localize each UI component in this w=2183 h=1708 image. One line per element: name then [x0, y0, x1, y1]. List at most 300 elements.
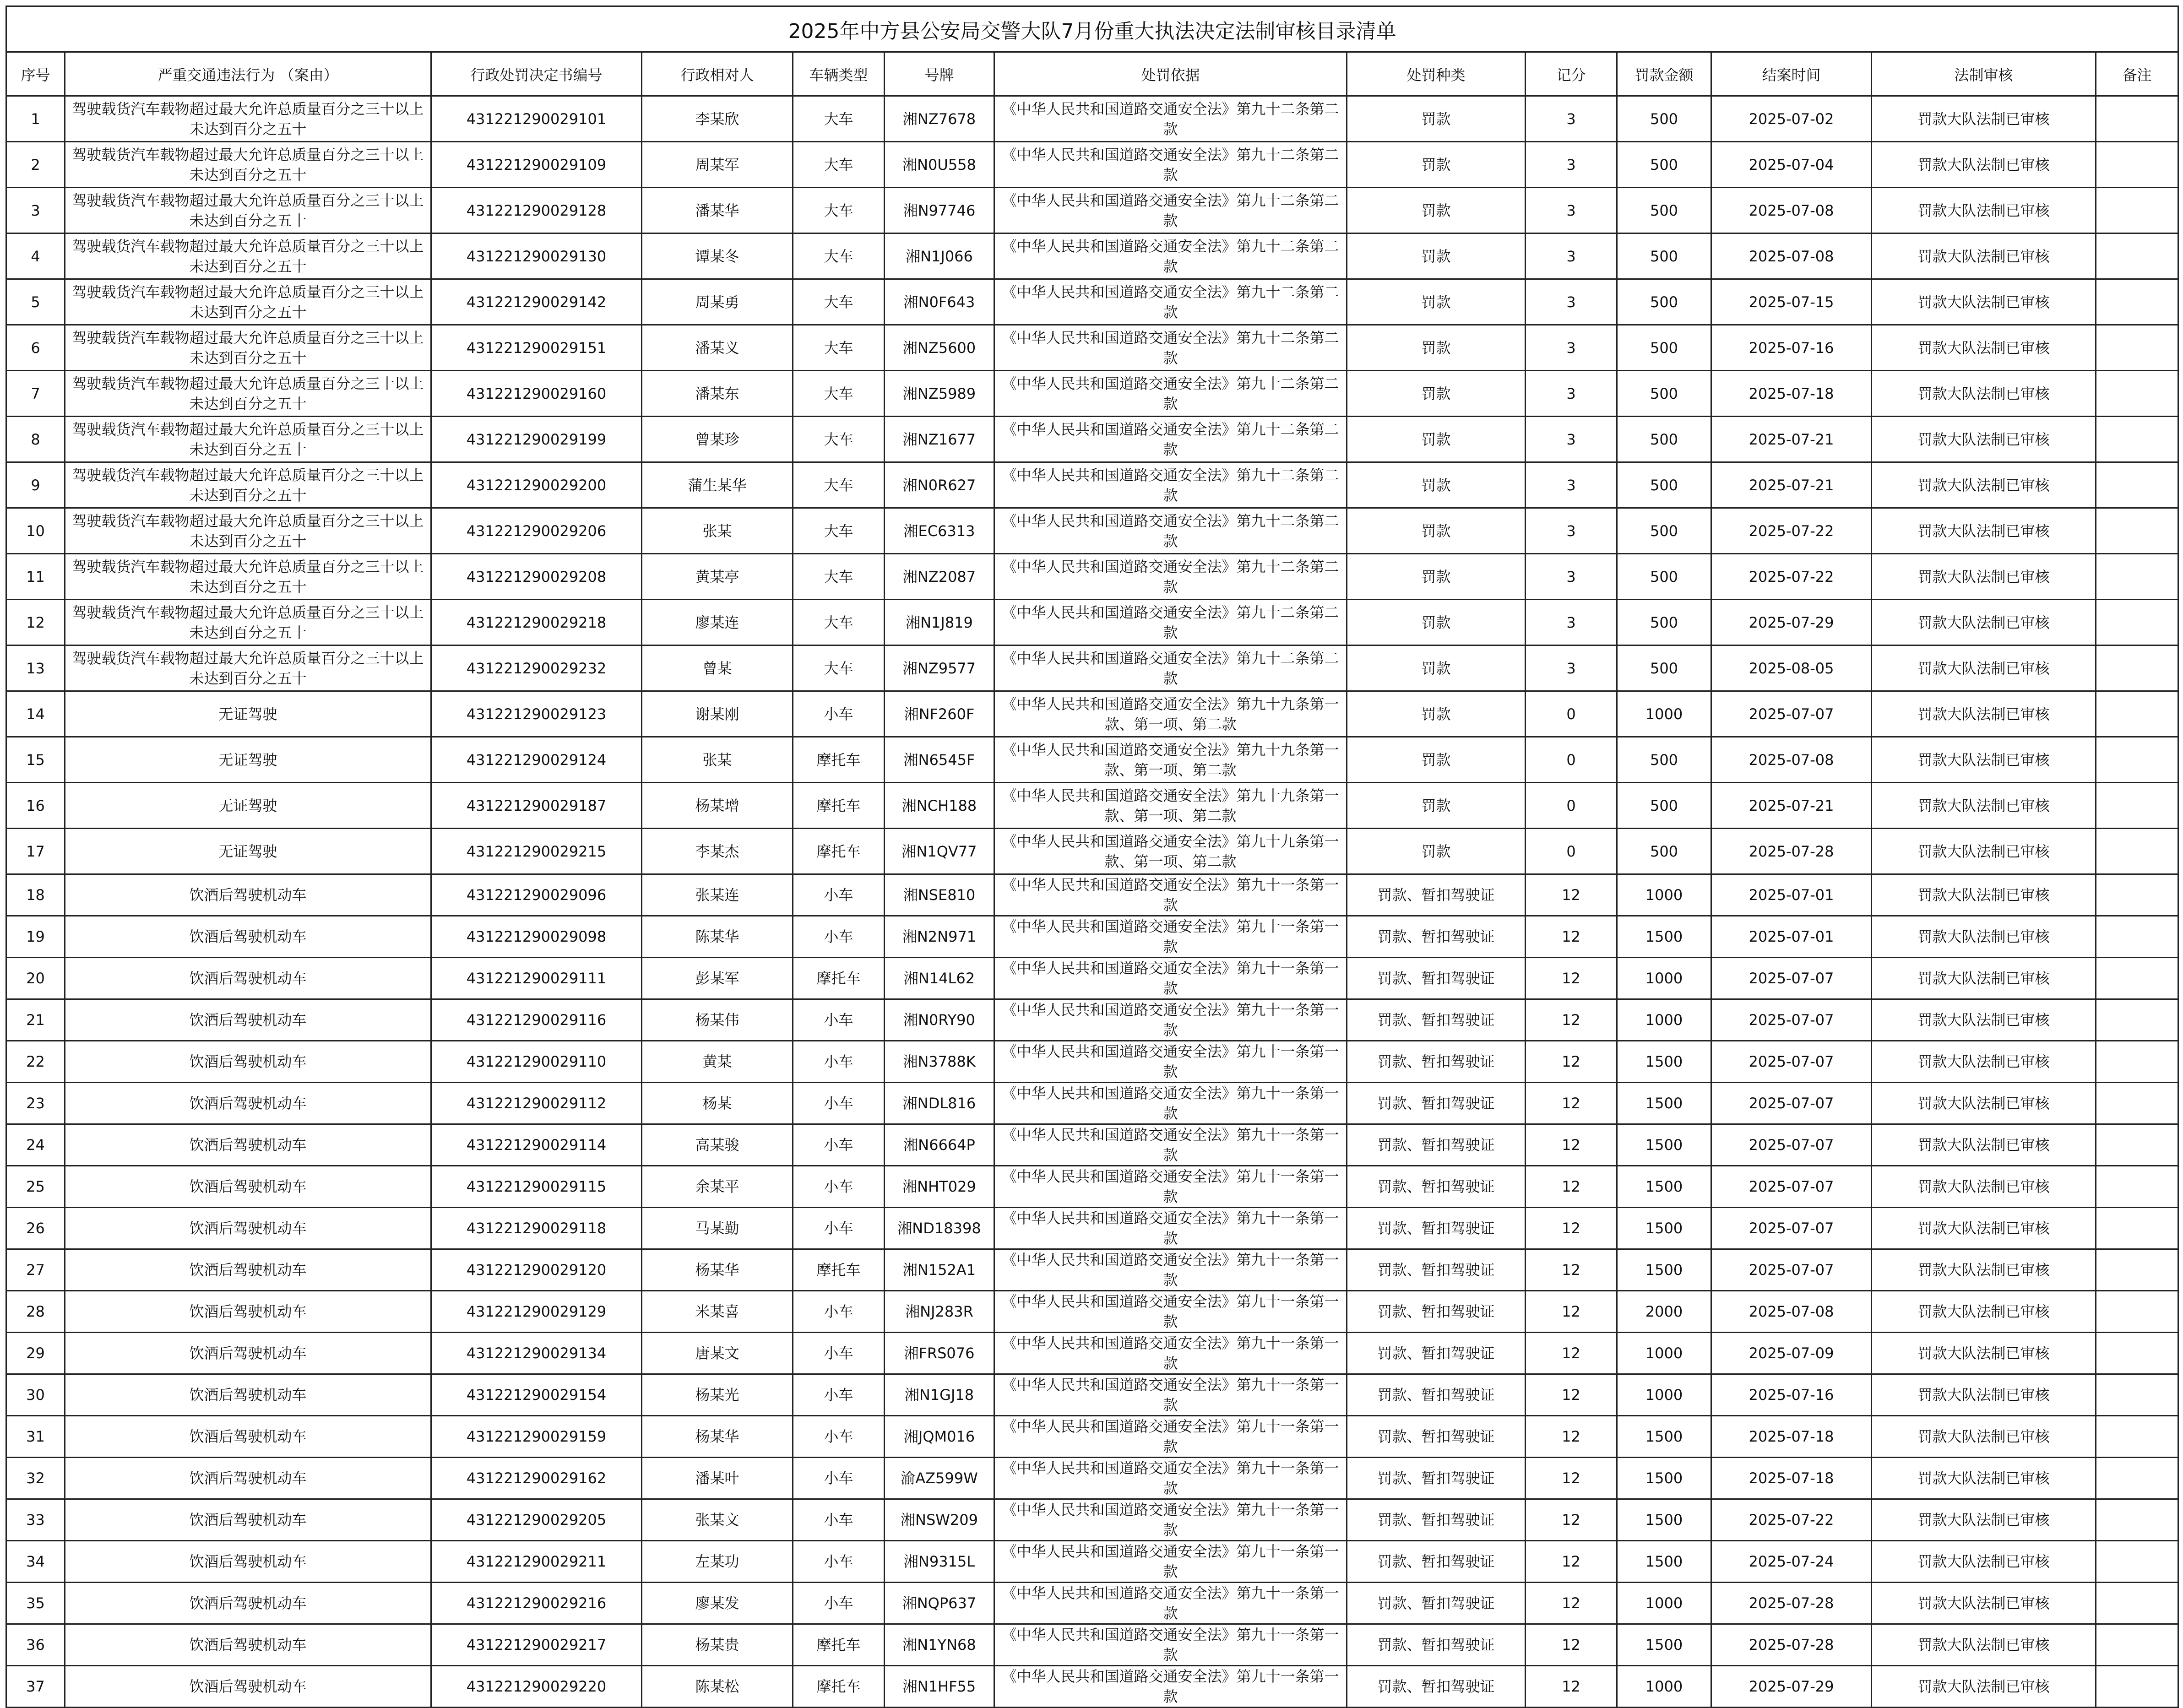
- closing-date-cell: 2025-07-07: [1711, 1041, 1872, 1083]
- legal-review-cell: 罚款大队法制已审核: [1872, 279, 2096, 325]
- decision-number-cell: 431221290029160: [431, 371, 642, 417]
- legal-basis-cell: 《中华人民共和国道路交通安全法》第九十一条第一款: [994, 1333, 1347, 1374]
- penalty-type-cell: 罚款: [1347, 142, 1526, 188]
- closing-date-cell: 2025-07-24: [1711, 1541, 1872, 1583]
- vehicle-type-cell: 大车: [793, 96, 885, 142]
- row-number-cell: 11: [6, 554, 65, 600]
- fine-amount-cell: 500: [1617, 371, 1711, 417]
- violation-cause-cell: 饮酒后驾驶机动车: [65, 1124, 431, 1166]
- row-number-cell: 7: [6, 371, 65, 417]
- violation-cause-cell: 饮酒后驾驶机动车: [65, 1416, 431, 1458]
- remark-cell: [2096, 1458, 2178, 1499]
- closing-date-cell: 2025-07-22: [1711, 508, 1872, 554]
- row-number-cell: 9: [6, 462, 65, 508]
- penalty-type-cell: 罚款、暂扣驾驶证: [1347, 874, 1526, 916]
- remark-cell: [2096, 462, 2178, 508]
- decision-number-cell: 431221290029162: [431, 1458, 642, 1499]
- row-number-cell: 36: [6, 1624, 65, 1666]
- legal-review-cell: 罚款大队法制已审核: [1872, 1041, 2096, 1083]
- legal-review-cell: 罚款大队法制已审核: [1872, 1416, 2096, 1458]
- row-number-cell: 27: [6, 1249, 65, 1291]
- closing-date-cell: 2025-07-07: [1711, 691, 1872, 737]
- vehicle-type-cell: 大车: [793, 417, 885, 462]
- closing-date-cell: 2025-07-28: [1711, 1583, 1872, 1624]
- violation-cause-cell: 驾驶载货汽车载物超过最大允许总质量百分之三十以上未达到百分之五十: [65, 279, 431, 325]
- points-cell: 3: [1526, 417, 1617, 462]
- legal-review-cell: 罚款大队法制已审核: [1872, 645, 2096, 691]
- vehicle-type-cell: 大车: [793, 142, 885, 188]
- plate-number-cell: 湘NZ5600: [885, 325, 994, 371]
- legal-review-cell: 罚款大队法制已审核: [1872, 417, 2096, 462]
- remark-cell: [2096, 1041, 2178, 1083]
- penalty-type-cell: 罚款、暂扣驾驶证: [1347, 1124, 1526, 1166]
- row-number-cell: 26: [6, 1208, 65, 1249]
- plate-number-cell: 湘N0RY90: [885, 999, 994, 1041]
- row-number-cell: 35: [6, 1583, 65, 1624]
- table-row: [6, 371, 2178, 417]
- violation-cause-cell: 饮酒后驾驶机动车: [65, 1291, 431, 1333]
- remark-cell: [2096, 1083, 2178, 1124]
- fine-amount-cell: 500: [1617, 142, 1711, 188]
- legal-review-cell: 罚款大队法制已审核: [1872, 462, 2096, 508]
- decision-number-cell: 431221290029215: [431, 829, 642, 874]
- legal-basis-cell: 《中华人民共和国道路交通安全法》第九十二条第二款: [994, 371, 1347, 417]
- fine-amount-cell: 1500: [1617, 1124, 1711, 1166]
- decision-number-cell: 431221290029218: [431, 600, 642, 645]
- table-row: [6, 1499, 2178, 1541]
- decision-number-cell: 431221290029109: [431, 142, 642, 188]
- fine-amount-cell: 1000: [1617, 874, 1711, 916]
- plate-number-cell: 湘N1QV77: [885, 829, 994, 874]
- fine-amount-cell: 500: [1617, 96, 1711, 142]
- penalty-type-cell: 罚款、暂扣驾驶证: [1347, 1416, 1526, 1458]
- penalty-type-cell: 罚款: [1347, 737, 1526, 783]
- fine-amount-cell: 1500: [1617, 1083, 1711, 1124]
- vehicle-type-cell: 小车: [793, 1208, 885, 1249]
- plate-number-cell: 湘NZ5989: [885, 371, 994, 417]
- plate-number-cell: 湘N152A1: [885, 1249, 994, 1291]
- violation-cause-cell: 无证驾驶: [65, 783, 431, 829]
- row-number-cell: 12: [6, 600, 65, 645]
- penalty-type-cell: 罚款: [1347, 600, 1526, 645]
- violation-cause-cell: 饮酒后驾驶机动车: [65, 1041, 431, 1083]
- fine-amount-cell: 1500: [1617, 1041, 1711, 1083]
- remark-cell: [2096, 600, 2178, 645]
- legal-review-cell: 罚款大队法制已审核: [1872, 916, 2096, 958]
- fine-amount-cell: 2000: [1617, 1291, 1711, 1333]
- party-name-cell: 彭某军: [642, 958, 793, 999]
- party-name-cell: 唐某文: [642, 1333, 793, 1374]
- row-number-cell: 34: [6, 1541, 65, 1583]
- penalty-type-cell: 罚款: [1347, 96, 1526, 142]
- table-row: [6, 645, 2178, 691]
- decision-number-cell: 431221290029159: [431, 1416, 642, 1458]
- table-row: [6, 958, 2178, 999]
- row-number-cell: 3: [6, 188, 65, 233]
- vehicle-type-cell: 摩托车: [793, 829, 885, 874]
- legal-basis-cell: 《中华人民共和国道路交通安全法》第九十九条第一款、第一项、第二款: [994, 737, 1347, 783]
- plate-number-cell: 湘NJ283R: [885, 1291, 994, 1333]
- table-row: [6, 737, 2178, 783]
- decision-number-cell: 431221290029142: [431, 279, 642, 325]
- violation-cause-cell: 驾驶载货汽车载物超过最大允许总质量百分之三十以上未达到百分之五十: [65, 142, 431, 188]
- violation-cause-cell: 饮酒后驾驶机动车: [65, 874, 431, 916]
- legal-basis-cell: 《中华人民共和国道路交通安全法》第九十九条第一款、第一项、第二款: [994, 829, 1347, 874]
- legal-basis-cell: 《中华人民共和国道路交通安全法》第九十一条第一款: [994, 1083, 1347, 1124]
- closing-date-cell: 2025-07-08: [1711, 233, 1872, 279]
- penalty-type-cell: 罚款、暂扣驾驶证: [1347, 1624, 1526, 1666]
- legal-review-cell: 罚款大队法制已审核: [1872, 1624, 2096, 1666]
- party-name-cell: 廖某连: [642, 600, 793, 645]
- points-cell: 3: [1526, 600, 1617, 645]
- remark-cell: [2096, 1166, 2178, 1208]
- legal-basis-cell: 《中华人民共和国道路交通安全法》第九十一条第一款: [994, 958, 1347, 999]
- decision-number-cell: 431221290029206: [431, 508, 642, 554]
- plate-number-cell: 湘N1J819: [885, 600, 994, 645]
- closing-date-cell: 2025-07-08: [1711, 188, 1872, 233]
- closing-date-cell: 2025-07-02: [1711, 96, 1872, 142]
- party-name-cell: 潘某叶: [642, 1458, 793, 1499]
- table-row: [6, 916, 2178, 958]
- penalty-type-cell: 罚款、暂扣驾驶证: [1347, 1333, 1526, 1374]
- legal-review-cell: 罚款大队法制已审核: [1872, 1166, 2096, 1208]
- decision-number-cell: 431221290029208: [431, 554, 642, 600]
- column-header: 严重交通违法行为 （案由）: [65, 52, 431, 96]
- fine-amount-cell: 1500: [1617, 1499, 1711, 1541]
- violation-cause-cell: 饮酒后驾驶机动车: [65, 1624, 431, 1666]
- plate-number-cell: 湘NQP637: [885, 1583, 994, 1624]
- violation-cause-cell: 无证驾驶: [65, 829, 431, 874]
- decision-number-cell: 431221290029115: [431, 1166, 642, 1208]
- points-cell: 0: [1526, 737, 1617, 783]
- legal-review-cell: 罚款大队法制已审核: [1872, 554, 2096, 600]
- legal-review-cell: 罚款大队法制已审核: [1872, 829, 2096, 874]
- decision-number-cell: 431221290029096: [431, 874, 642, 916]
- column-header: 处罚种类: [1347, 52, 1526, 96]
- violation-cause-cell: 驾驶载货汽车载物超过最大允许总质量百分之三十以上未达到百分之五十: [65, 188, 431, 233]
- plate-number-cell: 湘NCH188: [885, 783, 994, 829]
- fine-amount-cell: 500: [1617, 783, 1711, 829]
- points-cell: 3: [1526, 462, 1617, 508]
- vehicle-type-cell: 摩托车: [793, 1624, 885, 1666]
- legal-review-cell: 罚款大队法制已审核: [1872, 1374, 2096, 1416]
- plate-number-cell: 湘N1GJ18: [885, 1374, 994, 1416]
- violation-cause-cell: 饮酒后驾驶机动车: [65, 1333, 431, 1374]
- remark-cell: [2096, 783, 2178, 829]
- legal-basis-cell: 《中华人民共和国道路交通安全法》第九十二条第二款: [994, 462, 1347, 508]
- party-name-cell: 左某功: [642, 1541, 793, 1583]
- row-number-cell: 24: [6, 1124, 65, 1166]
- legal-review-cell: 罚款大队法制已审核: [1872, 1458, 2096, 1499]
- points-cell: 12: [1526, 958, 1617, 999]
- row-number-cell: 33: [6, 1499, 65, 1541]
- party-name-cell: 周某勇: [642, 279, 793, 325]
- column-header: 法制审核: [1872, 52, 2096, 96]
- legal-basis-cell: 《中华人民共和国道路交通安全法》第九十二条第二款: [994, 233, 1347, 279]
- penalty-type-cell: 罚款、暂扣驾驶证: [1347, 1666, 1526, 1708]
- decision-number-cell: 431221290029211: [431, 1541, 642, 1583]
- legal-review-cell: 罚款大队法制已审核: [1872, 958, 2096, 999]
- closing-date-cell: 2025-07-07: [1711, 958, 1872, 999]
- decision-number-cell: 431221290029151: [431, 325, 642, 371]
- row-number-cell: 29: [6, 1333, 65, 1374]
- vehicle-type-cell: 小车: [793, 1583, 885, 1624]
- vehicle-type-cell: 大车: [793, 645, 885, 691]
- points-cell: 3: [1526, 279, 1617, 325]
- legal-basis-cell: 《中华人民共和国道路交通安全法》第九十九条第一款、第一项、第二款: [994, 783, 1347, 829]
- fine-amount-cell: 500: [1617, 325, 1711, 371]
- table-row: [6, 508, 2178, 554]
- party-name-cell: 廖某发: [642, 1583, 793, 1624]
- penalty-type-cell: 罚款、暂扣驾驶证: [1347, 999, 1526, 1041]
- legal-review-cell: 罚款大队法制已审核: [1872, 737, 2096, 783]
- decision-number-cell: 431221290029124: [431, 737, 642, 783]
- points-cell: 3: [1526, 325, 1617, 371]
- penalty-type-cell: 罚款: [1347, 508, 1526, 554]
- violation-cause-cell: 饮酒后驾驶机动车: [65, 1666, 431, 1708]
- legal-basis-cell: 《中华人民共和国道路交通安全法》第九十一条第一款: [994, 1041, 1347, 1083]
- legal-review-cell: 罚款大队法制已审核: [1872, 874, 2096, 916]
- legal-review-cell: 罚款大队法制已审核: [1872, 1208, 2096, 1249]
- remark-cell: [2096, 1499, 2178, 1541]
- fine-amount-cell: 1500: [1617, 1541, 1711, 1583]
- penalty-type-cell: 罚款: [1347, 233, 1526, 279]
- legal-basis-cell: 《中华人民共和国道路交通安全法》第九十一条第一款: [994, 1416, 1347, 1458]
- party-name-cell: 杨某华: [642, 1416, 793, 1458]
- remark-cell: [2096, 1208, 2178, 1249]
- row-number-cell: 4: [6, 233, 65, 279]
- legal-review-cell: 罚款大队法制已审核: [1872, 1333, 2096, 1374]
- points-cell: 12: [1526, 999, 1617, 1041]
- legal-basis-cell: 《中华人民共和国道路交通安全法》第九十二条第二款: [994, 508, 1347, 554]
- penalty-type-cell: 罚款: [1347, 325, 1526, 371]
- violation-cause-cell: 驾驶载货汽车载物超过最大允许总质量百分之三十以上未达到百分之五十: [65, 645, 431, 691]
- decision-number-cell: 431221290029116: [431, 999, 642, 1041]
- table-row: [6, 279, 2178, 325]
- table-row: [6, 1624, 2178, 1666]
- party-name-cell: 潘某华: [642, 188, 793, 233]
- fine-amount-cell: 1000: [1617, 1583, 1711, 1624]
- legal-review-cell: 罚款大队法制已审核: [1872, 1249, 2096, 1291]
- vehicle-type-cell: 大车: [793, 233, 885, 279]
- plate-number-cell: 湘EC6313: [885, 508, 994, 554]
- column-header: 行政处罚决定书编号: [431, 52, 642, 96]
- violation-cause-cell: 驾驶载货汽车载物超过最大允许总质量百分之三十以上未达到百分之五十: [65, 462, 431, 508]
- column-header: 号牌: [885, 52, 994, 96]
- closing-date-cell: 2025-07-22: [1711, 554, 1872, 600]
- violation-cause-cell: 驾驶载货汽车载物超过最大允许总质量百分之三十以上未达到百分之五十: [65, 600, 431, 645]
- column-header: 罚款金额: [1617, 52, 1711, 96]
- decision-number-cell: 431221290029120: [431, 1249, 642, 1291]
- closing-date-cell: 2025-07-07: [1711, 1166, 1872, 1208]
- table-row: [6, 96, 2178, 142]
- fine-amount-cell: 500: [1617, 417, 1711, 462]
- party-name-cell: 黄某: [642, 1041, 793, 1083]
- row-number-cell: 28: [6, 1291, 65, 1333]
- plate-number-cell: 湘FRS076: [885, 1333, 994, 1374]
- row-number-cell: 16: [6, 783, 65, 829]
- fine-amount-cell: 500: [1617, 554, 1711, 600]
- fine-amount-cell: 1000: [1617, 1374, 1711, 1416]
- table-row: [6, 999, 2178, 1041]
- plate-number-cell: 湘N1HF55: [885, 1666, 994, 1708]
- legal-basis-cell: 《中华人民共和国道路交通安全法》第九十一条第一款: [994, 1291, 1347, 1333]
- decision-number-cell: 431221290029101: [431, 96, 642, 142]
- vehicle-type-cell: 小车: [793, 1166, 885, 1208]
- row-number-cell: 22: [6, 1041, 65, 1083]
- party-name-cell: 余某平: [642, 1166, 793, 1208]
- remark-cell: [2096, 188, 2178, 233]
- decision-number-cell: 431221290029217: [431, 1624, 642, 1666]
- closing-date-cell: 2025-07-18: [1711, 371, 1872, 417]
- points-cell: 12: [1526, 1249, 1617, 1291]
- vehicle-type-cell: 小车: [793, 1416, 885, 1458]
- row-number-cell: 10: [6, 508, 65, 554]
- penalty-type-cell: 罚款: [1347, 829, 1526, 874]
- penalty-type-cell: 罚款、暂扣驾驶证: [1347, 1499, 1526, 1541]
- points-cell: 12: [1526, 1166, 1617, 1208]
- points-cell: 12: [1526, 1124, 1617, 1166]
- closing-date-cell: 2025-07-07: [1711, 1249, 1872, 1291]
- column-header: 处罚依据: [994, 52, 1347, 96]
- party-name-cell: 陈某松: [642, 1666, 793, 1708]
- vehicle-type-cell: 大车: [793, 188, 885, 233]
- legal-review-cell: 罚款大队法制已审核: [1872, 325, 2096, 371]
- party-name-cell: 杨某光: [642, 1374, 793, 1416]
- remark-cell: [2096, 999, 2178, 1041]
- table-row: [6, 1041, 2178, 1083]
- row-number-cell: 32: [6, 1458, 65, 1499]
- penalty-type-cell: 罚款: [1347, 279, 1526, 325]
- decision-number-cell: 431221290029112: [431, 1083, 642, 1124]
- penalty-type-cell: 罚款、暂扣驾驶证: [1347, 1166, 1526, 1208]
- party-name-cell: 米某喜: [642, 1291, 793, 1333]
- points-cell: 3: [1526, 371, 1617, 417]
- points-cell: 0: [1526, 691, 1617, 737]
- closing-date-cell: 2025-07-18: [1711, 1416, 1872, 1458]
- points-cell: 0: [1526, 829, 1617, 874]
- closing-date-cell: 2025-07-29: [1711, 1666, 1872, 1708]
- points-cell: 12: [1526, 1374, 1617, 1416]
- legal-basis-cell: 《中华人民共和国道路交通安全法》第九十一条第一款: [994, 1166, 1347, 1208]
- row-number-cell: 31: [6, 1416, 65, 1458]
- plate-number-cell: 湘NSW209: [885, 1499, 994, 1541]
- legal-review-cell: 罚款大队法制已审核: [1872, 1083, 2096, 1124]
- vehicle-type-cell: 摩托车: [793, 1666, 885, 1708]
- plate-number-cell: 湘ND18398: [885, 1208, 994, 1249]
- row-number-cell: 13: [6, 645, 65, 691]
- legal-review-cell: 罚款大队法制已审核: [1872, 508, 2096, 554]
- legal-basis-cell: 《中华人民共和国道路交通安全法》第九十九条第一款、第一项、第二款: [994, 691, 1347, 737]
- decision-number-cell: 431221290029232: [431, 645, 642, 691]
- closing-date-cell: 2025-07-22: [1711, 1499, 1872, 1541]
- fine-amount-cell: 500: [1617, 829, 1711, 874]
- remark-cell: [2096, 417, 2178, 462]
- row-number-cell: 21: [6, 999, 65, 1041]
- vehicle-type-cell: 小车: [793, 691, 885, 737]
- closing-date-cell: 2025-07-21: [1711, 783, 1872, 829]
- legal-basis-cell: 《中华人民共和国道路交通安全法》第九十一条第一款: [994, 1499, 1347, 1541]
- decision-number-cell: 431221290029200: [431, 462, 642, 508]
- party-name-cell: 高某骏: [642, 1124, 793, 1166]
- party-name-cell: 张某连: [642, 874, 793, 916]
- row-number-cell: 2: [6, 142, 65, 188]
- table-row: [6, 1666, 2178, 1708]
- remark-cell: [2096, 1333, 2178, 1374]
- points-cell: 12: [1526, 1208, 1617, 1249]
- closing-date-cell: 2025-07-18: [1711, 1458, 1872, 1499]
- penalty-type-cell: 罚款: [1347, 462, 1526, 508]
- penalty-type-cell: 罚款: [1347, 371, 1526, 417]
- violation-cause-cell: 饮酒后驾驶机动车: [65, 1458, 431, 1499]
- closing-date-cell: 2025-07-28: [1711, 1624, 1872, 1666]
- table-row: [6, 1208, 2178, 1249]
- remark-cell: [2096, 142, 2178, 188]
- plate-number-cell: 湘NDL816: [885, 1083, 994, 1124]
- plate-number-cell: 湘N1YN68: [885, 1624, 994, 1666]
- table-row: [6, 1333, 2178, 1374]
- remark-cell: [2096, 829, 2178, 874]
- legal-basis-cell: 《中华人民共和国道路交通安全法》第九十一条第一款: [994, 1124, 1347, 1166]
- points-cell: 12: [1526, 1333, 1617, 1374]
- plate-number-cell: 湘NZ9577: [885, 645, 994, 691]
- table-row: [6, 1374, 2178, 1416]
- legal-review-cell: 罚款大队法制已审核: [1872, 188, 2096, 233]
- vehicle-type-cell: 大车: [793, 371, 885, 417]
- closing-date-cell: 2025-07-09: [1711, 1333, 1872, 1374]
- points-cell: 12: [1526, 874, 1617, 916]
- plate-number-cell: 湘N0F643: [885, 279, 994, 325]
- decision-number-cell: 431221290029130: [431, 233, 642, 279]
- remark-cell: [2096, 1416, 2178, 1458]
- closing-date-cell: 2025-08-05: [1711, 645, 1872, 691]
- violation-cause-cell: 饮酒后驾驶机动车: [65, 1249, 431, 1291]
- legal-basis-cell: 《中华人民共和国道路交通安全法》第九十一条第一款: [994, 1208, 1347, 1249]
- column-header: 车辆类型: [793, 52, 885, 96]
- table-row: [6, 1291, 2178, 1333]
- penalty-type-cell: 罚款、暂扣驾驶证: [1347, 1374, 1526, 1416]
- table-row: [6, 829, 2178, 874]
- points-cell: 0: [1526, 783, 1617, 829]
- row-number-cell: 18: [6, 874, 65, 916]
- row-number-cell: 25: [6, 1166, 65, 1208]
- decision-number-cell: 431221290029110: [431, 1041, 642, 1083]
- legal-review-cell: 罚款大队法制已审核: [1872, 1291, 2096, 1333]
- remark-cell: [2096, 279, 2178, 325]
- legal-basis-cell: 《中华人民共和国道路交通安全法》第九十一条第一款: [994, 1666, 1347, 1708]
- document-title: 2025年中方县公安局交警大队7月份重大执法决定法制审核目录清单: [6, 6, 2178, 52]
- fine-amount-cell: 1500: [1617, 1249, 1711, 1291]
- row-number-cell: 30: [6, 1374, 65, 1416]
- points-cell: 12: [1526, 1041, 1617, 1083]
- plate-number-cell: 湘NZ2087: [885, 554, 994, 600]
- party-name-cell: 陈某华: [642, 916, 793, 958]
- legal-review-cell: 罚款大队法制已审核: [1872, 1541, 2096, 1583]
- row-number-cell: 15: [6, 737, 65, 783]
- points-cell: 3: [1526, 142, 1617, 188]
- legal-basis-cell: 《中华人民共和国道路交通安全法》第九十一条第一款: [994, 1624, 1347, 1666]
- legal-review-cell: 罚款大队法制已审核: [1872, 1499, 2096, 1541]
- legal-review-cell: 罚款大队法制已审核: [1872, 1583, 2096, 1624]
- remark-cell: [2096, 916, 2178, 958]
- points-cell: 3: [1526, 508, 1617, 554]
- row-number-cell: 6: [6, 325, 65, 371]
- legal-basis-cell: 《中华人民共和国道路交通安全法》第九十一条第一款: [994, 1583, 1347, 1624]
- column-header: 记分: [1526, 52, 1617, 96]
- vehicle-type-cell: 大车: [793, 325, 885, 371]
- vehicle-type-cell: 摩托车: [793, 1249, 885, 1291]
- vehicle-type-cell: 大车: [793, 279, 885, 325]
